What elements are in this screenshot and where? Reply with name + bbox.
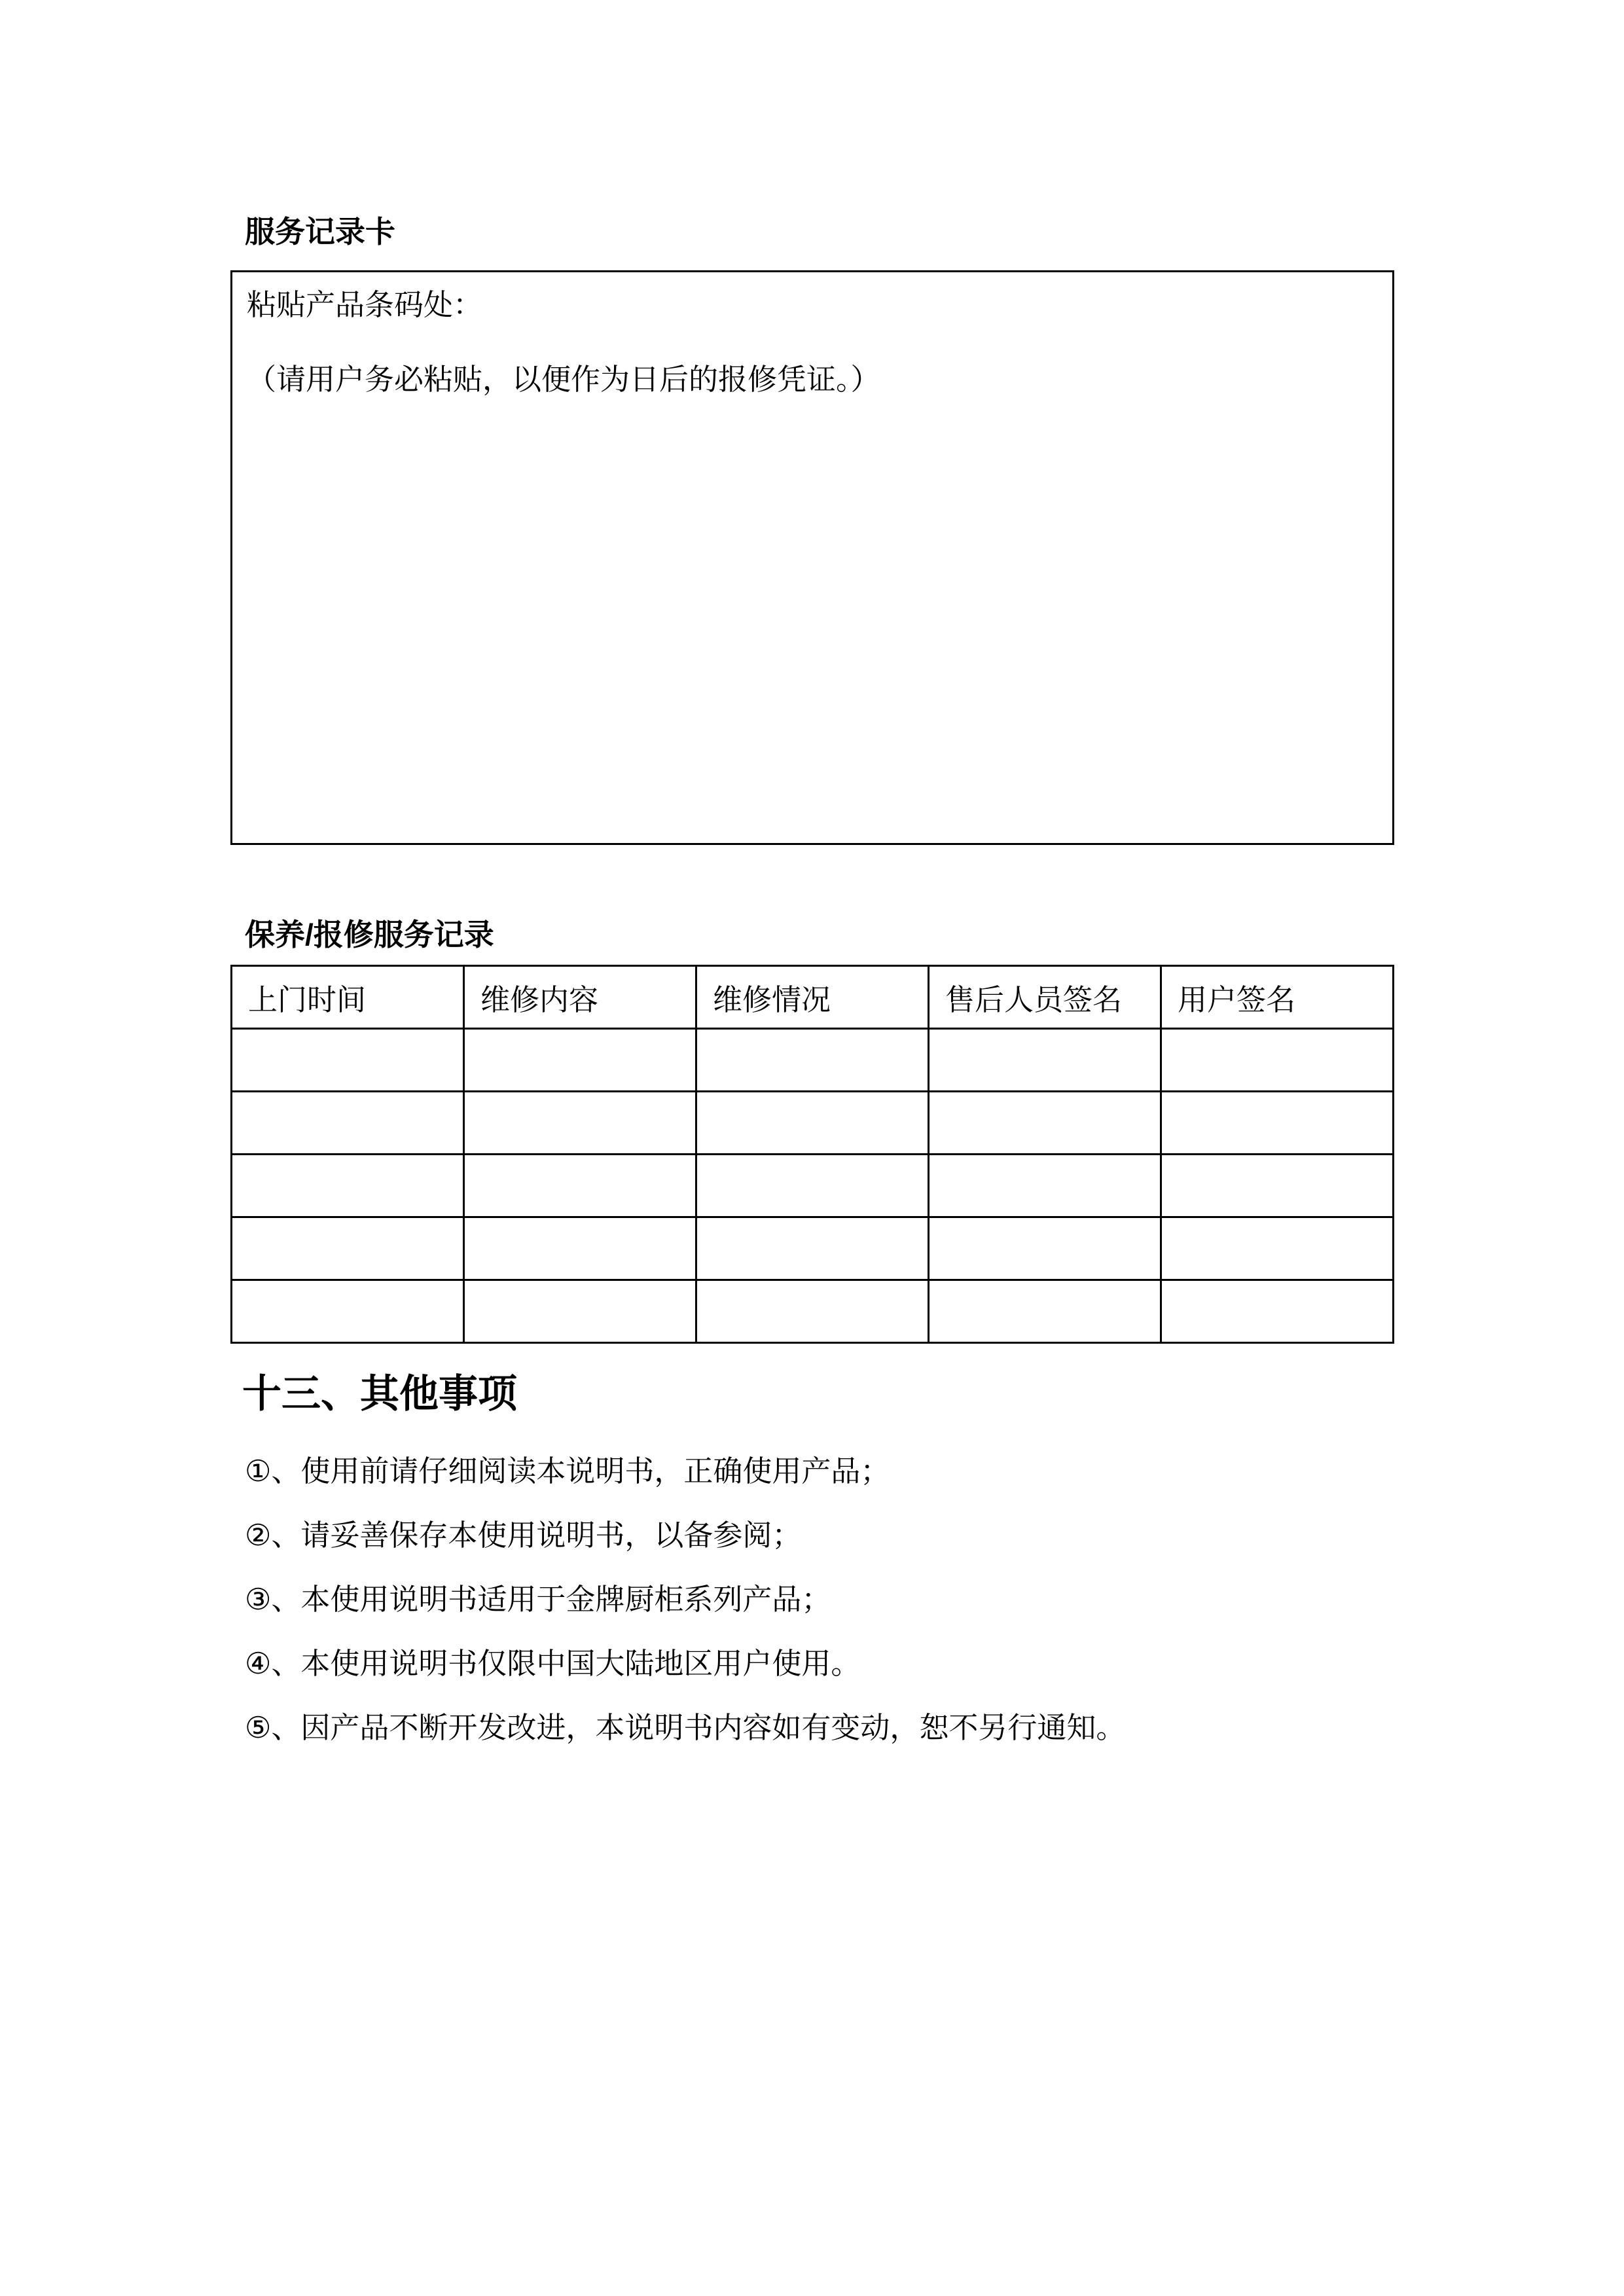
- service-record-table: [230, 965, 1394, 1344]
- table-cell: [232, 1155, 464, 1217]
- header-repair-status: 维修情况: [696, 966, 929, 1029]
- table-row: [232, 1280, 1394, 1343]
- table-cell: [1161, 1155, 1394, 1217]
- list-item-2: ②、请妥善保存本使用说明书，以备参阅；: [245, 1518, 802, 1552]
- table-cell: [464, 1280, 696, 1343]
- table-cell: [232, 1280, 464, 1343]
- table-cell: [696, 1092, 929, 1155]
- header-user-signature: 用户签名: [1161, 966, 1394, 1029]
- table-cell: [1161, 1280, 1394, 1343]
- other-matters-title: 十三、其他事项: [242, 1372, 517, 1416]
- barcode-box-label: 粘贴产品条码处：: [247, 288, 483, 321]
- table-cell: [464, 1217, 696, 1280]
- list-item-3: ③、本使用说明书适用于金牌厨柜系列产品；: [245, 1583, 831, 1616]
- table-header-row: [232, 966, 1394, 1029]
- table-cell: [696, 1029, 929, 1092]
- header-repair-content: 维修内容: [464, 966, 696, 1029]
- barcode-box-note: （请用户务必粘贴，以便作为日后的报修凭证。）: [247, 363, 880, 396]
- table-cell: [929, 1029, 1161, 1092]
- table-cell: [464, 1155, 696, 1217]
- header-aftersales-signature: 售后人员签名: [929, 966, 1161, 1029]
- table-cell: [232, 1029, 464, 1092]
- table-cell: [696, 1217, 929, 1280]
- table-cell: [929, 1155, 1161, 1217]
- table-cell: [464, 1029, 696, 1092]
- barcode-box: [230, 270, 1394, 845]
- list-item-4: ④、本使用说明书仅限中国大陆地区用户使用。: [245, 1647, 861, 1680]
- table-cell: [696, 1155, 929, 1217]
- table-row: [232, 1155, 1394, 1217]
- table-cell: [1161, 1217, 1394, 1280]
- table-row: [232, 1217, 1394, 1280]
- list-item-1: ①、使用前请仔细阅读本说明书，正确使用产品；: [245, 1454, 890, 1488]
- header-visit-time: 上门时间: [232, 966, 464, 1029]
- table-cell: [929, 1217, 1161, 1280]
- table-cell: [929, 1092, 1161, 1155]
- table-cell: [464, 1092, 696, 1155]
- other-matters-list: [245, 1456, 1125, 1776]
- table-cell: [1161, 1092, 1394, 1155]
- table-cell: [232, 1217, 464, 1280]
- table-row: [232, 1029, 1394, 1092]
- service-record-title: 保养/报修服务记录: [245, 918, 494, 952]
- table-cell: [1161, 1029, 1394, 1092]
- table-cell: [232, 1092, 464, 1155]
- table-cell: [696, 1280, 929, 1343]
- list-item-5: ⑤、因产品不断开发改进，本说明书内容如有变动，恕不另行通知。: [245, 1711, 1126, 1744]
- table-cell: [929, 1280, 1161, 1343]
- table-row: [232, 1092, 1394, 1155]
- service-card-title: 服务记录卡: [245, 215, 395, 249]
